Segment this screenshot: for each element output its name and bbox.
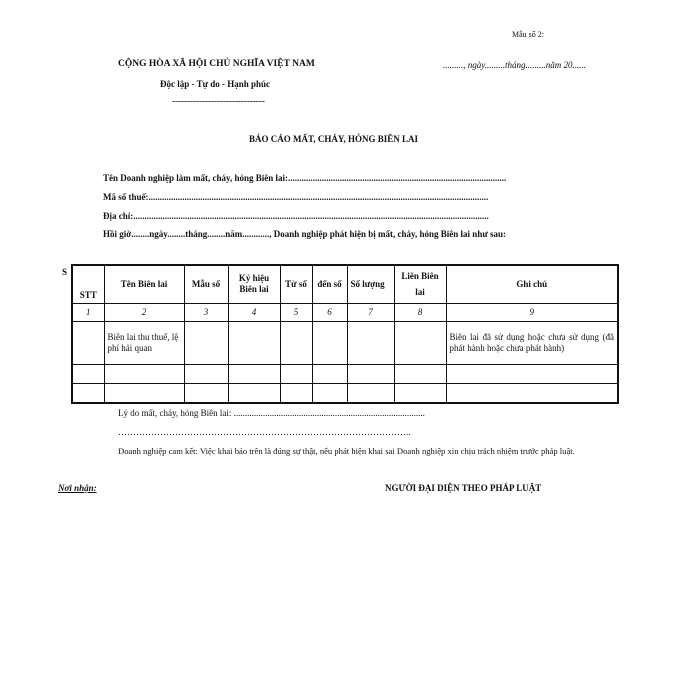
discovery-time-field: Hồi giờ........ngày........tháng........năm............, Doanh nghiệp phát hiện bị mất, cháy, hỏng Biên lai như sau: (103, 229, 506, 239)
col-header-from-no: Từ số (280, 265, 312, 303)
cell-note: Biên lai đã sử dụng hoặc chưa sử dụng (đã phát hành hoặc chưa phát hành) (446, 321, 618, 364)
col-number: 1 (72, 303, 104, 321)
cell-stt (72, 321, 104, 364)
reason-continuation: …………………………………………………………………………………….. (118, 427, 411, 437)
table-row (72, 383, 618, 403)
cell-copy (394, 321, 446, 364)
col-number: 6 (312, 303, 347, 321)
col-number: 5 (280, 303, 312, 321)
col-header-to-no: đến số (312, 265, 347, 303)
col-header-form: Mẫu số (184, 265, 228, 303)
col-number: 7 (347, 303, 394, 321)
cell-to-no (312, 321, 347, 364)
stray-label: S (62, 267, 68, 277)
col-number: 2 (104, 303, 184, 321)
cell-symbol (228, 321, 280, 364)
form-number: Mẫu số 2: (512, 30, 544, 39)
receipt-table (71, 264, 619, 404)
address-field: Địa chỉ:.............................................................................................................................................................. (103, 211, 489, 221)
cell-quantity (347, 321, 394, 364)
motto-divider: ------------------------------- (172, 96, 265, 106)
national-motto: Độc lập - Tự do - Hạnh phúc (160, 79, 271, 89)
column-number-row (72, 303, 618, 321)
reason-line: Lý do mất, cháy, hỏng Biên lai: ..................................................................................... (118, 408, 425, 418)
col-number: 4 (228, 303, 280, 321)
recipient-label: Nơi nhận: (58, 483, 97, 493)
col-header-quantity: Số lượng (347, 265, 394, 303)
col-header-copy: Liên Biên lai (394, 265, 446, 303)
tax-code-field: Mã số thuế:....................................................................................................................................................... (103, 192, 489, 202)
table-row (72, 364, 618, 383)
cell-form (184, 321, 228, 364)
col-header-stt: STT (72, 265, 104, 303)
col-header-symbol: Ký hiệu Biên lai (228, 265, 280, 303)
col-number: 9 (446, 303, 618, 321)
country-name: CỘNG HÒA XÃ HỘI CHỦ NGHĨA VIỆT NAM (118, 59, 315, 69)
table-row (72, 321, 618, 364)
commitment-text: Doanh nghiệp cam kết: Việc khai báo trên là đúng sự thật, nếu phát hiện khai sai Doanh nghiệp xin chịu trách nhiệm trước pháp luật. (118, 446, 575, 456)
cell-from-no (280, 321, 312, 364)
col-number: 8 (394, 303, 446, 321)
report-title: BÁO CÁO MẤT, CHÁY, HỎNG BIÊN LAI (249, 134, 419, 144)
col-header-receipt-name: Tên Biên lai (104, 265, 184, 303)
date-line: ........., ngày.........tháng.........năm 20...... (443, 60, 586, 70)
cell-receipt-name: Biên lai thu thuế, lệ phí hải quan (104, 321, 184, 364)
col-header-note: Ghi chú (446, 265, 618, 303)
col-number: 3 (184, 303, 228, 321)
company-name-field: Tên Doanh nghiệp làm mất, cháy, hỏng Biên lai:................................................................................................. (103, 173, 507, 183)
table-header-row (72, 265, 618, 303)
signer-title: NGƯỜI ĐẠI DIỆN THEO PHÁP LUẬT (385, 483, 542, 493)
